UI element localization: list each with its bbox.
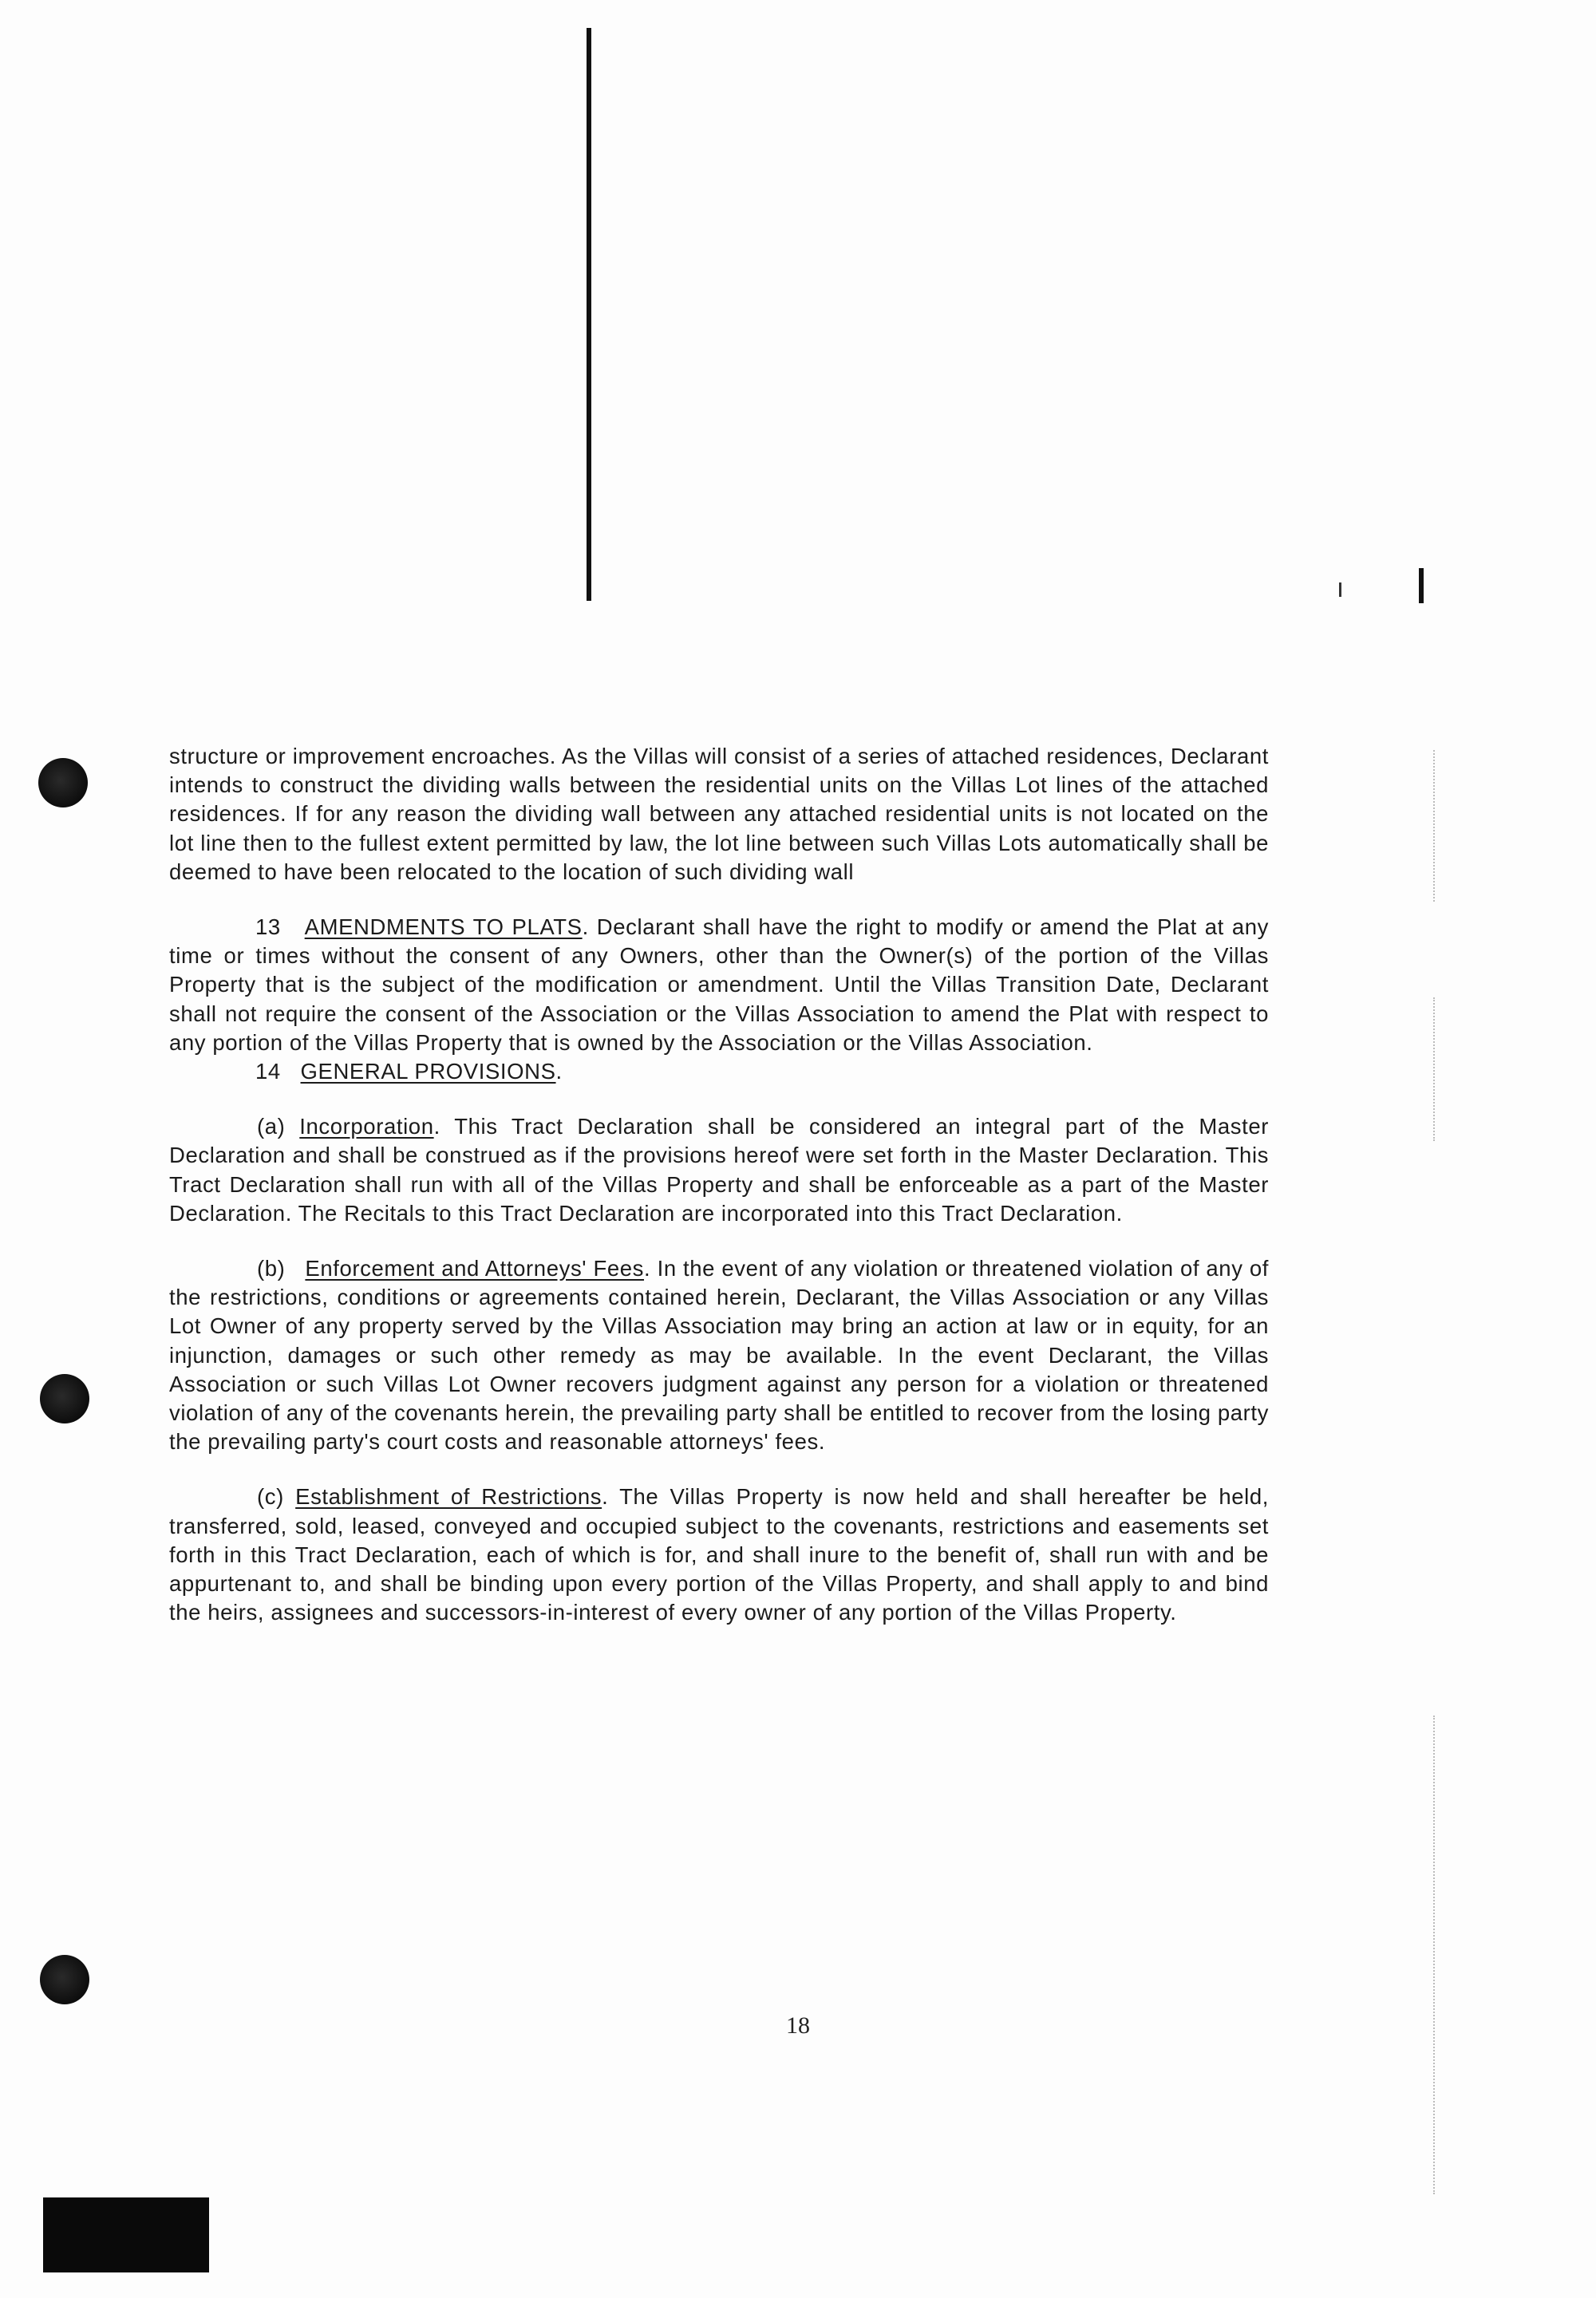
subsection-b-label: (b) — [257, 1256, 286, 1281]
scan-artifact-mark-small — [1339, 582, 1341, 597]
punch-hole-icon — [40, 1374, 89, 1423]
paragraph-continuation: structure or improvement encroaches. As the Villas will consist of a series of attached residences, Declarant intends to construct the dividing walls between the residential units on the Villas Lot lines of the attached residences. If for any reason the dividing wall between any attached residential units is not located on the lot line then to the fullest extent permitted by law, the lot line between such Villas Lots automatically shall be deemed to have been relocated to the location of such dividing wall — [169, 744, 1269, 884]
subsection-c-label: (c) — [257, 1484, 284, 1510]
section-13-title: AMENDMENTS TO PLATS — [304, 914, 583, 940]
page-number: 18 — [786, 2012, 810, 2039]
subsection-a-text: . This Tract Declaration shall be considered an integral part of the Master Declaration and shall be construed as if the provisions hereof were set forth in the Master Declaration. This Tract Declaration shall run with all of the Villas Property and shall be enforceable as a part of the Master Declaration. The Recitals to this Tract Declaration are incorporated into this Tract Declaration. — [169, 1114, 1269, 1226]
punch-hole-icon — [38, 758, 88, 807]
subsection-a — [169, 1112, 1269, 1228]
subsection-b — [169, 1254, 1269, 1456]
subsection-a-title: Incorporation — [299, 1114, 434, 1139]
punch-hole-icon — [40, 1955, 89, 2004]
subsection-c — [169, 1483, 1269, 1627]
document-body — [169, 742, 1269, 1627]
scan-artifact-mark — [1419, 568, 1424, 603]
scan-edge-dots — [1433, 997, 1436, 1141]
scan-edge-dots — [1433, 750, 1436, 902]
scan-artifact-line — [587, 28, 591, 601]
section-14-number: 14 — [255, 1059, 281, 1084]
section-13 — [169, 913, 1269, 1057]
subsection-b-title: Enforcement and Attorneys' Fees — [305, 1256, 645, 1281]
section-14-title: GENERAL PROVISIONS — [300, 1059, 556, 1084]
section-13-text: . Declarant shall have the right to modify or amend the Plat at any time or times without the consent of any Owners, other than the Owner(s) of the portion of the Villas Property that is the subject of the modification or amendment. Until the Villas Transition Date, Declarant shall not require the consent of the Association or the Villas Association to amend the Plat with respect to any portion of the Villas Property that is owned by the Association or the Villas Association. — [169, 914, 1269, 1055]
subsection-c-text: . The Villas Property is now held and shall hereafter be held, transferred, sold, leased, conveyed and occupied subject to the covenants, restrictions and easements set forth in this Tract Declaration, each of which is for, and shall inure to the benefit of, shall run with and be appurtenant to, and shall be binding upon every portion of the Villas Property, and shall apply to and bind the heirs, assignees and successors-in-interest of every owner of any portion of the Villas Property. — [169, 1484, 1269, 1625]
scan-edge-dots — [1433, 1716, 1436, 2194]
scan-corner-block — [43, 2197, 209, 2272]
section-14-heading: 14 GENERAL PROVISIONS. — [255, 1059, 563, 1084]
subsection-b-text: . In the event of any violation or threatened violation of any of the restrictions, conditions or agreements contained herein, Declarant, the Villas Association or any Villas Lot Owner of any property served by the Villas Association may bring an action at law or in equity, for an injunction, damages or such other remedy as may be available. In the event Declarant, the Villas Association or such Villas Lot Owner recovers judgment against any person for a violation or threatened violation of any of the covenants herein, the prevailing party shall be entitled to recover from the losing party the prevailing party's court costs and reasonable attorneys' fees. — [169, 1256, 1269, 1455]
section-13-number: 13 — [255, 914, 281, 940]
subsection-a-label: (a) — [257, 1114, 286, 1139]
subsection-c-title: Establishment of Restrictions — [295, 1484, 602, 1510]
